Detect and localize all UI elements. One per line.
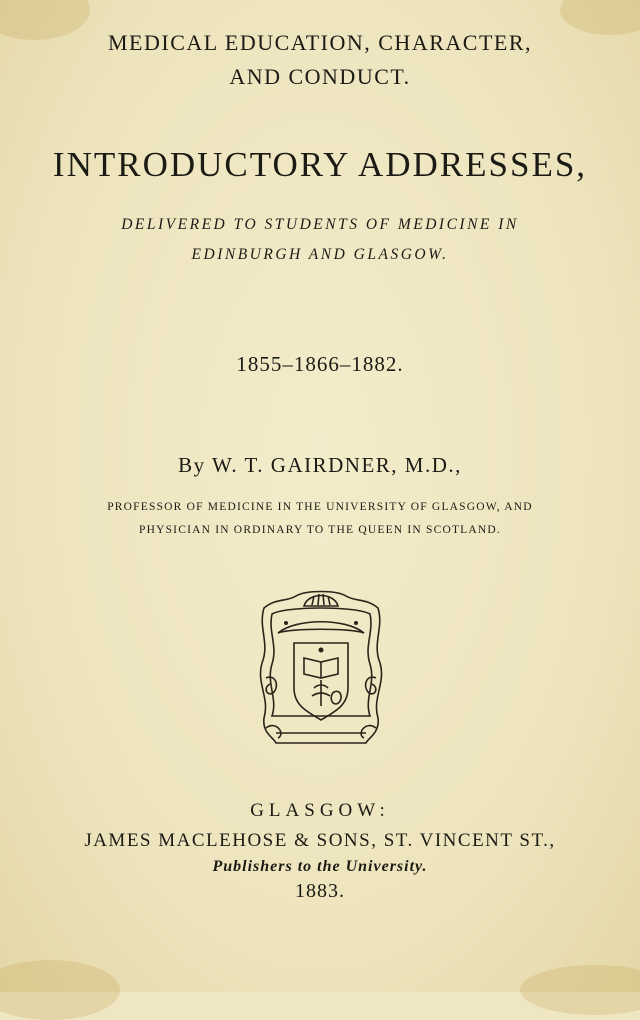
paper-stain	[0, 960, 120, 1020]
subtitle-line-2: EDINBURGH AND GLASGOW.	[191, 246, 449, 263]
subtitle-line-1: DELIVERED TO STUDENTS OF MEDICINE IN	[121, 216, 519, 233]
publisher-name: JAMES MACLEHOSE & SONS, ST. VINCENT ST.,	[84, 830, 556, 851]
printer-emblem-icon	[256, 588, 386, 748]
author-line: By W. T. GAIRDNER, M.D.,	[178, 453, 462, 477]
main-title: INTRODUCTORY ADDRESSES,	[52, 145, 588, 184]
years-range: 1855–1866–1882.	[236, 352, 404, 376]
title-line-2: AND CONDUCT.	[229, 64, 411, 89]
author-title-line-2: PHYSICIAN IN ORDINARY TO THE QUEEN IN SCOTLAND.	[138, 524, 501, 536]
publication-year: 1883.	[295, 880, 345, 902]
title-line-1: MEDICAL EDUCATION, CHARACTER,	[107, 30, 532, 55]
publisher-city: GLASGOW:	[250, 800, 390, 821]
paper-stain	[520, 965, 640, 1015]
author-title-line-1: PROFESSOR OF MEDICINE IN THE UNIVERSITY OF GLASGOW, AND	[107, 501, 533, 513]
publisher-role: Publishers to the University.	[212, 858, 428, 875]
